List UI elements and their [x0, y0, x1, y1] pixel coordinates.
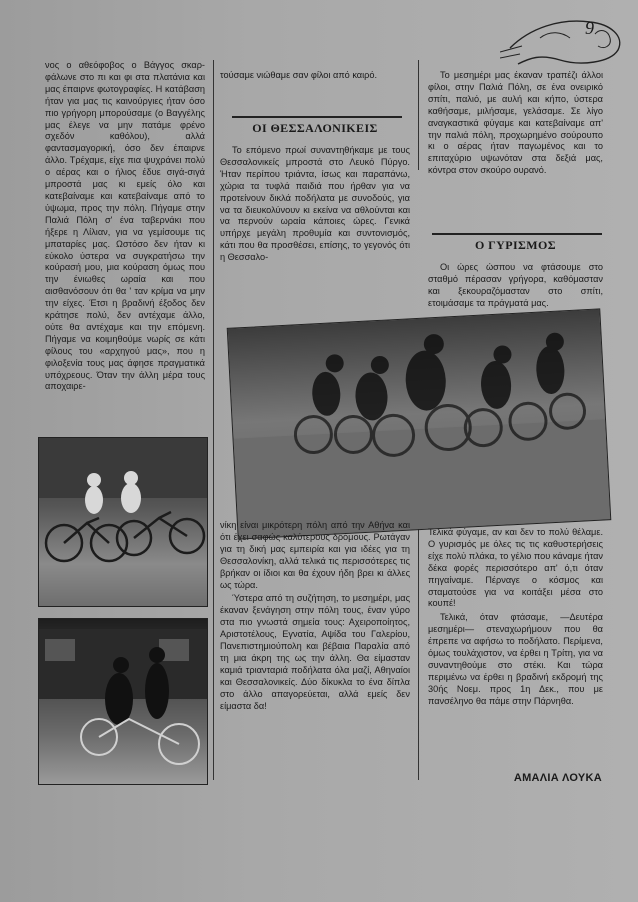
- paragraph: νίκη είναι μικρότερη πόλη από την Αθήνα και ότι έχει σαφώς καλύτερους δρόμους. Ρωτάγαν για τη δική μας εμπειρία και για ιδέες για τη Θεσσαλονίκη, αλλά τελικά τις περισσότερες τις βρήκαν οι ίδιοι και θα έχουν ήδη βρει κι άλλες ως τώρα.: [220, 520, 410, 590]
- cyclists-silhouettes: [228, 309, 610, 538]
- heading-rule: [432, 233, 602, 235]
- paragraph: Το επόμενο πρωί συναντηθήκαμε με τους Θεσσαλονικείς μπροστά στο Λευκό Πύργο. Ήταν περίπου τριάντα, ίσως και παραπάνω, χώρια τα τυφλά παιδιά που ήρθαν για να προτείνουν δικλά ποδήλατα με συνοδούς, για να τα διευκολύνουν κι εκείνα να αθλούνται και να περνούν ωραία κάποιες ώρες. Γενικά υπήρχε μεγάλη προθυμία και συντονισμός, κάτι που θα προσθέσει, επίσης, το γεγονός ότι η Θεσσαλο-: [220, 145, 410, 263]
- train-illustration: [39, 619, 207, 784]
- article-column-1: [45, 60, 205, 393]
- paragraph: νος ο αθεόφοβος ο Βάγγος σκαρ-φάλωνε στο πι και φι στα πλατάνια και μας έπαιρνε φωτογραφίες. Η κατάβαση ήταν για μας τις καινούργιες ήταν όσο πιο γρήγορη μπορούσαμε (ο Βαγγέλης μας έλεγε να μην πατάμε φρένο σχεδόν καθόλου), αλλά φαντασμαγορική, όσο δεν έπαιρνε άλλο. Τρέχαμε, είχε πια ψυχράνει πολύ ο αέρας και ο ήλιος έδυε σιγά-σιγά μπροστά μας κι εμείς όλο και κατεβαίναμε και κατεβαίναμε από το ύψωμα, προς την πόλη. Πήγαμε στην Παλιά Πόλη σ' ένα ταβερνάκι που ήξερε η Λίλιαν, για να γεμίσουμε τις μπαταρίες μας. Ωστόσο δεν ήταν κι εύκολο ύστερα να συγκρατήσω την κούρασή μου, μια κούραση όμως που την ένιωθες ωραία και που αισθανόσουν ότι θα ' ταν κρίμα να μην την είχες. Έτσι η βραδινή έξοδος δεν κράτησε πολύ, δεν αντέχαμε άλλο, ούτε θα αντέχαμε και την επόμενη. Πήγαμε να κοιμηθούμε νωρίς σε κάτι φίλους του «αρχηγού μας», που η φιλοξενία τους μας άφησε πραγματικά υπόχρεους. Όταν την άλλη μέρα τους αποχαιρε-: [45, 60, 205, 392]
- bikes-photo: [38, 437, 208, 607]
- article-column-2-body: [220, 145, 410, 264]
- article-column-3-continued: [428, 527, 603, 708]
- column-divider: [213, 60, 214, 780]
- bikes-illustration: [39, 438, 207, 606]
- section-heading: ΟΙ ΘΕΣΣΑΛΟΝΙΚΕΙΣ: [252, 121, 378, 135]
- paragraph: Οι ώρες ώσπου να φτάσουμε στο σταθμό πέρασαν γρήγορα, καθόμασταν και ξεκουραζόμασταν στο σπίτι, ετοιμάσαμε τα πράγματά μας.: [428, 262, 603, 308]
- cyclists-photo: [227, 308, 612, 539]
- paragraph: Το μεσημέρι μας έκαναν τραπέζι άλλοι φίλοι, στην Παλιά Πόλη, σε ένα ονειρικό σπίτι, παλιό, με αυλή και κήπο, ύστερα καθήσαμε, μιλήσαμε, γελάσαμε. Σε λίγο αναγκαστικά φύγαμε και κατεβαίναμε απ' την παλιά πόλη, προχωρημένο σούρουπο κι ο αέρας ήταν παγωμένος και το επιταχύριο υψωνόταν στα δεξιά μας, κόντρα στον σκούρο ουρανό.: [428, 70, 603, 176]
- paragraph: Ύστερα από τη συζήτηση, το μεσημέρι, μας έκαναν ξενάγηση στην πόλη τους, έναν γύρο στα πιο γνωστά σημεία τους: Αχειροποίητος, Αριστοτέλους, Εγνατία, Αψίδα του Γαλερίου, Πανεπιστημιούπολη και βέβαια Παραλία από τη μια άκρη της ως την άλλη. Θα είμασταν καμιά τριανταριά ποδήλατα όλα μαζί, Αθηναίοι και Θεσσαλονικείς. Δύο δίκυκλα το ένα δίπλα στο άλλο απαγορεύεται, αλλά εμείς δεν είμαστα δα!: [220, 593, 410, 711]
- article-column-3: [428, 70, 603, 177]
- column-divider: [418, 520, 419, 780]
- heading-rule: [232, 116, 402, 118]
- article-column-3-body: [428, 262, 603, 310]
- column-divider: [418, 60, 419, 170]
- author-signature: ΑΜΑΛΙΑ ΛΟΥΚΑ: [513, 772, 602, 784]
- article-column-2: [220, 70, 410, 82]
- section-heading: Ο ΓΥΡΙΣΜΟΣ: [475, 238, 556, 252]
- page-number: 9: [585, 18, 594, 38]
- paragraph: Τελικά, όταν φτάσαμε, —Δευτέρα μεσημέρι— στεναχωρήμουν που θα έπρεπε να αφήσω το ποδήλατο. Περίμενα, όμως τουλάχιστον, να έρθει η Τρίτη, για να συναντηθούμε στο στέκι. Και τώρα περιμένω να έρθει η βραδινή εκδρομή της 30ής Νοεμ. προς 1η Δεκ., που με πανσέληνο θα πάμε στην Πάρνηθα.: [428, 612, 603, 706]
- paragraph: τούσαμε νιώθαμε σαν φίλοι από καιρό.: [220, 70, 378, 80]
- train-photo: [38, 618, 208, 785]
- page-number-doodle: [500, 8, 630, 70]
- article-column-2-continued: [220, 520, 410, 713]
- paragraph: Τελικά φύγαμε, αν και δεν το πολύ θέλαμε. Ο γυρισμός με όλες τις τις καθυστερήσεις είχε πολύ πλάκα, το γέλιο που κάναμε ήταν δέκα φορές περισσότερο απ' ό,τι όταν πηγαίναμε. Πέρναγε ο κόσμος και σταματούσε για να κοιτάξει μέσα στο κουπέ!: [428, 527, 603, 609]
